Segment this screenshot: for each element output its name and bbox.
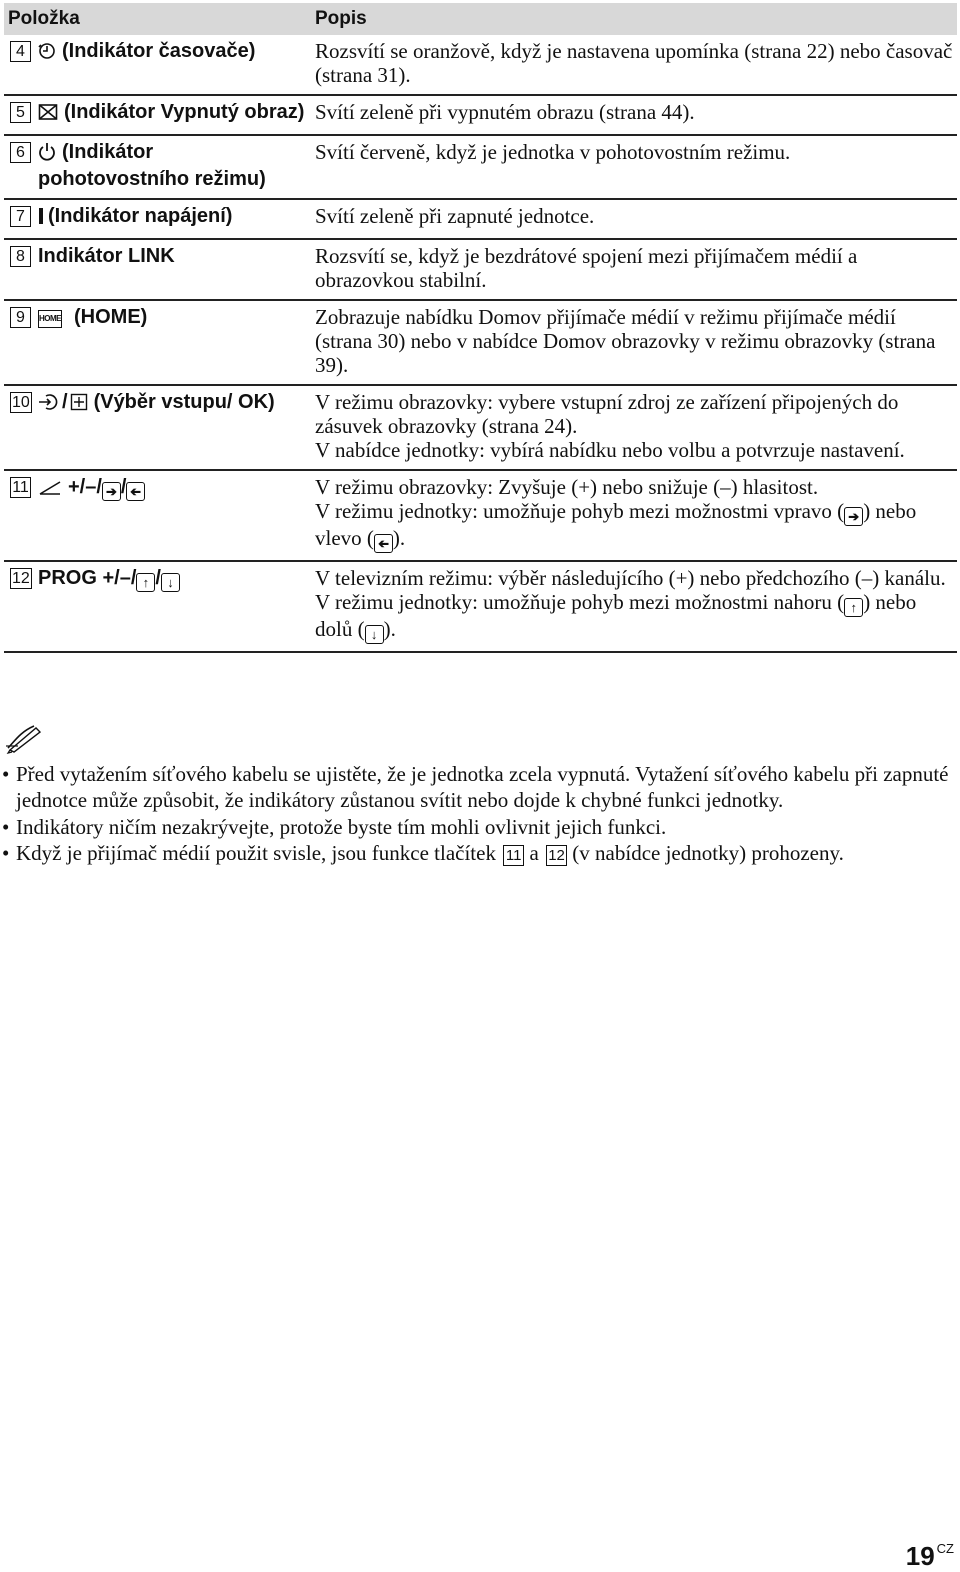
header-item: Položka — [4, 3, 307, 35]
note-text: (v nabídce jednotky) prohozeny. — [572, 841, 844, 865]
standby-power-icon — [38, 142, 56, 167]
item-number: 4 — [10, 41, 31, 62]
item-description: V režimu obrazovky: vybere vstupní zdroj ze zařízení připojených do zásuvek obrazovky (strana 24). V nabídce jednotky: vybírá nabídku nebo volbu a potvrzuje nastavení. — [307, 385, 957, 470]
note-text: Indikátory ničím nezakrývejte, protože byste tím mohli ovlivnit jejich funkci. — [16, 814, 667, 839]
item-description: V televizním režimu: výběr následujícího (+) nebo předchozího (–) kanálu. V režimu jednotky: umožňuje pohyb mezi možnostmi nahoru ( ↑ ) nebo dolů ( ↓ ). — [307, 561, 957, 652]
item-label: PROG +/–/ — [38, 567, 137, 589]
button-number: 12 — [546, 845, 567, 866]
list-item: • Před vytažením síťového kabelu se ujistěte, že je jednotka zcela vypnutá. Vytažení síťového kabelu při zapnuté jednotce může způsobit, že indikátory zůstanou svítit nebo dojde k chybné funkci jednotky. — [0, 761, 956, 814]
list-item: • Indikátory ničím nezakrývejte, protože byste tím mohli ovlivnit jejich funkci. — [0, 814, 956, 841]
input-select-icon — [38, 393, 60, 417]
item-description: Rozsvítí se, když je bezdrátové spojení mezi přijímačem médií a obrazovkou stabilní. — [307, 239, 957, 300]
arrow-left-icon: ➔ — [374, 534, 393, 553]
picture-off-icon — [38, 103, 58, 127]
table-row: 12 PROG +/–/ ↑ / ↓ V televizním režimu: výběr následujícího (+) nebo předchozího (–) kanálu. V režimu jednotky: umožňuje pohyb mezi možnostmi nahoru ( ↑ ) nebo dolů ( ↓ ). — [4, 561, 957, 652]
item-label: Indikátor LINK — [38, 245, 175, 267]
table-row — [4, 35, 957, 95]
item-number: 6 — [10, 142, 31, 163]
item-number: 10 — [12, 394, 30, 411]
home-button-icon: HOME — [38, 310, 62, 328]
arrow-right-icon: ➔ — [102, 482, 121, 501]
table-header-row — [4, 3, 957, 35]
table-row — [4, 135, 957, 199]
item-label: (Indikátor Vypnutý obraz) — [64, 101, 305, 123]
arrow-right-icon: ➔ — [844, 507, 863, 526]
table-row — [4, 239, 957, 300]
table-row — [4, 300, 957, 385]
item-label: (HOME) — [74, 306, 148, 328]
language-code: CZ — [936, 1541, 954, 1556]
item-label: +/–/ — [68, 476, 102, 498]
item-description: Zobrazuje nabídku Domov přijímače médií v režimu přijímače médií (strana 30) nebo v nabídce Domov obrazovky v režimu obrazovky (strana 39). — [307, 300, 957, 385]
item-label: (Výběr vstupu/ OK) — [93, 391, 275, 413]
arrow-up-icon: ↑ — [136, 573, 155, 592]
item-description: Svítí červeně, když je jednotka v pohotovostním režimu. — [307, 135, 957, 199]
item-description: V režimu obrazovky: Zvyšuje (+) nebo snižuje (–) hlasitost. V režimu jednotky: umožňuje pohyb mezi možnostmi vpravo ( ➔ ) nebo vlevo ( ➔ ). — [307, 470, 957, 561]
table-row: 10 / (Výběr vstupu/ OK) V režimu obrazovky: vybere vstupní zdroj ze zařízení připojených do zásuvek obrazovky (strana 24). V nabídce jednotky: vybírá nabídku nebo volbu a potvrzuje nastavení. — [4, 385, 957, 470]
note-text: a — [529, 841, 539, 865]
arrow-down-icon: ↓ — [365, 625, 384, 644]
item-description: Rozsvítí se oranžově, když je nastavena upomínka (strana 22) nebo časovač (strana 31). — [307, 35, 957, 95]
spec-table — [4, 3, 957, 653]
item-label: (Indikátor napájení) — [48, 205, 233, 227]
item-number: 11 — [10, 477, 31, 498]
table-row: 11 +/–/ ➔ / ➔ V režimu obrazovky: Zvyšuje (+) nebo snižuje (–) hlasitost. V režimu jednotky: umožňuje pohyb mezi možnostmi vpravo ( ➔ ) nebo vlevo ( ➔ ). — [4, 470, 957, 561]
power-on-bar-icon — [38, 207, 44, 231]
note-pencil-icon — [4, 722, 956, 761]
note-text: Před vytažením síťového kabelu se ujistěte, že je jednotka zcela vypnutá. Vytažení síťového kabelu při zapnuté jednotce může způsobit, že indikátory zůstanou svítit nebo dojde k chybné funkci jednotky. — [16, 761, 949, 812]
item-label: (Indikátor pohotovostního režimu) — [38, 141, 266, 190]
page-number: 19 $^{CZ}$ — [905, 1541, 954, 1571]
note-text: Když je přijímač médií použit svisle, jsou funkce tlačítek — [16, 841, 496, 865]
item-number: 5 — [10, 102, 31, 123]
button-number: 11 — [503, 845, 524, 866]
arrow-down-icon: ↓ — [161, 573, 180, 592]
item-description: Svítí zeleně při zapnuté jednotce. — [307, 199, 957, 239]
item-label: (Indikátor časovače) — [62, 40, 256, 62]
volume-icon — [38, 478, 62, 502]
item-number: 12 — [12, 570, 30, 587]
arrow-up-icon: ↑ — [844, 598, 863, 617]
item-number: 7 — [10, 206, 31, 227]
clock-timer-icon — [38, 42, 56, 66]
header-desc: Popis — [307, 3, 957, 35]
notes-section — [0, 722, 956, 867]
table-row — [4, 199, 957, 239]
list-item: • Když je přijímač médií použit svisle, jsou funkce tlačítek 11 a 12 (v nabídce jednotky) prohozeny. — [2, 841, 844, 865]
item-number: 9 — [10, 307, 31, 328]
arrow-left-icon: ➔ — [126, 482, 145, 501]
item-description: Svítí zeleně při vypnutém obrazu (strana 44). — [307, 95, 957, 135]
item-number: 8 — [10, 246, 31, 267]
ok-button-icon — [70, 393, 88, 417]
table-row — [4, 95, 957, 135]
